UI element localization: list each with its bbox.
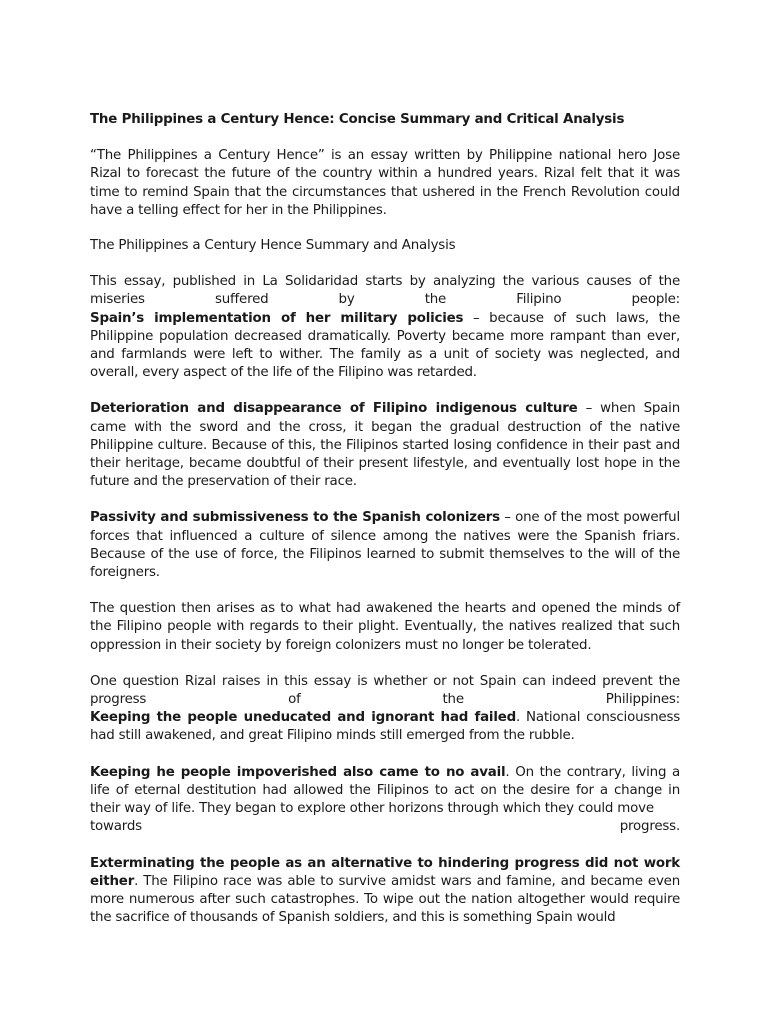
passivity-paragraph bbox=[90, 509, 680, 582]
causes-intro-line-1: This essay, published in La Solidaridad starts by analyzing the various causes of the bbox=[90, 274, 680, 290]
causes-intro-line-2: miseries suffered by the Filipino people: bbox=[90, 292, 680, 308]
culture-heading: Deterioration and disappearance of Filipino indigenous culture bbox=[90, 401, 578, 417]
progress-intro-line-2: progress of the Philippines: bbox=[90, 692, 680, 708]
passivity-text: – one of the most powerful forces that influenced a culture of silence among the natives were the Spanish friars. Because of the use of force, the Filipinos learned to submit themselves to the will of the foreigners. bbox=[90, 510, 680, 581]
awakening-paragraph: The question then arises as to what had awakened the hearts and opened the minds of the Filipino people with regards to their plight. Eventually, the natives realized that such oppression in their society by foreign colonizers must no longer be tolerated. bbox=[90, 601, 680, 653]
military-policies-heading: Spain’s implementation of her military policies bbox=[90, 310, 464, 326]
impoverished-last-line: towards progress. bbox=[90, 819, 680, 835]
extermination-text: . The Filipino race was able to survive amidst wars and famine, and became even more numerous after such catastrophes. To wipe out the nation altogether would require the sacrifice of thousands of Spanish soldiers, and this is something Spain would bbox=[90, 873, 680, 926]
extermination-paragraph bbox=[90, 855, 680, 928]
section-subheading: The Philippines a Century Hence Summary and Analysis bbox=[90, 238, 456, 254]
extermination-heading: Exterminating the people as an alternative to hindering progress did not work either bbox=[90, 855, 680, 889]
culture-paragraph bbox=[90, 400, 680, 491]
culture-text: – when Spain came with the sword and the cross, it began the gradual destruction of the native Philippine culture. Because of this, the Filipinos started losing confidence in their past and their heritage, became doubtful of their present lifestyle, and eventually lost hope in the future and the preservation of their race. bbox=[90, 401, 680, 490]
document-title: The Philippines a Century Hence: Concise Summary and Critical Analysis bbox=[90, 112, 625, 127]
causes-paragraph bbox=[90, 273, 680, 382]
progress-intro-line-1: One question Rizal raises in this essay is whether or not Spain can indeed prevent the bbox=[90, 673, 680, 689]
military-policies-text: – because of such laws, the Philippine population decreased dramatically. Poverty became more rampant than ever, and farmlands were left to wither. The family as a unit of society was neglected, and overall, every aspect of the life of the Filipino was retarded. bbox=[90, 310, 680, 381]
uneducated-heading: Keeping the people uneducated and ignorant had failed bbox=[90, 710, 516, 726]
intro-paragraph: “The Philippines a Century Hence” is an essay written by Philippine national hero Jose Rizal to forecast the future of the country within a hundred years. Rizal felt that it was time to remind Spain that the circumstances that ushered in the French Revolution could have a telling effect for her in the Philippines. bbox=[90, 148, 680, 218]
progress-paragraph bbox=[90, 673, 680, 746]
uneducated-text: . National consciousness had still awakened, and great Filipino minds still emerged from the rubble. bbox=[90, 710, 681, 744]
passivity-heading: Passivity and submissiveness to the Spanish colonizers bbox=[90, 510, 500, 526]
impoverished-text: . On the contrary, living a life of eternal destitution had allowed the Filipinos to act on the desire for a change in their way of life. They began to explore other horizons through which they could move bbox=[90, 764, 681, 817]
impoverished-heading: Keeping he people impoverished also came to no avail bbox=[90, 764, 506, 780]
impoverished-paragraph bbox=[90, 764, 680, 837]
